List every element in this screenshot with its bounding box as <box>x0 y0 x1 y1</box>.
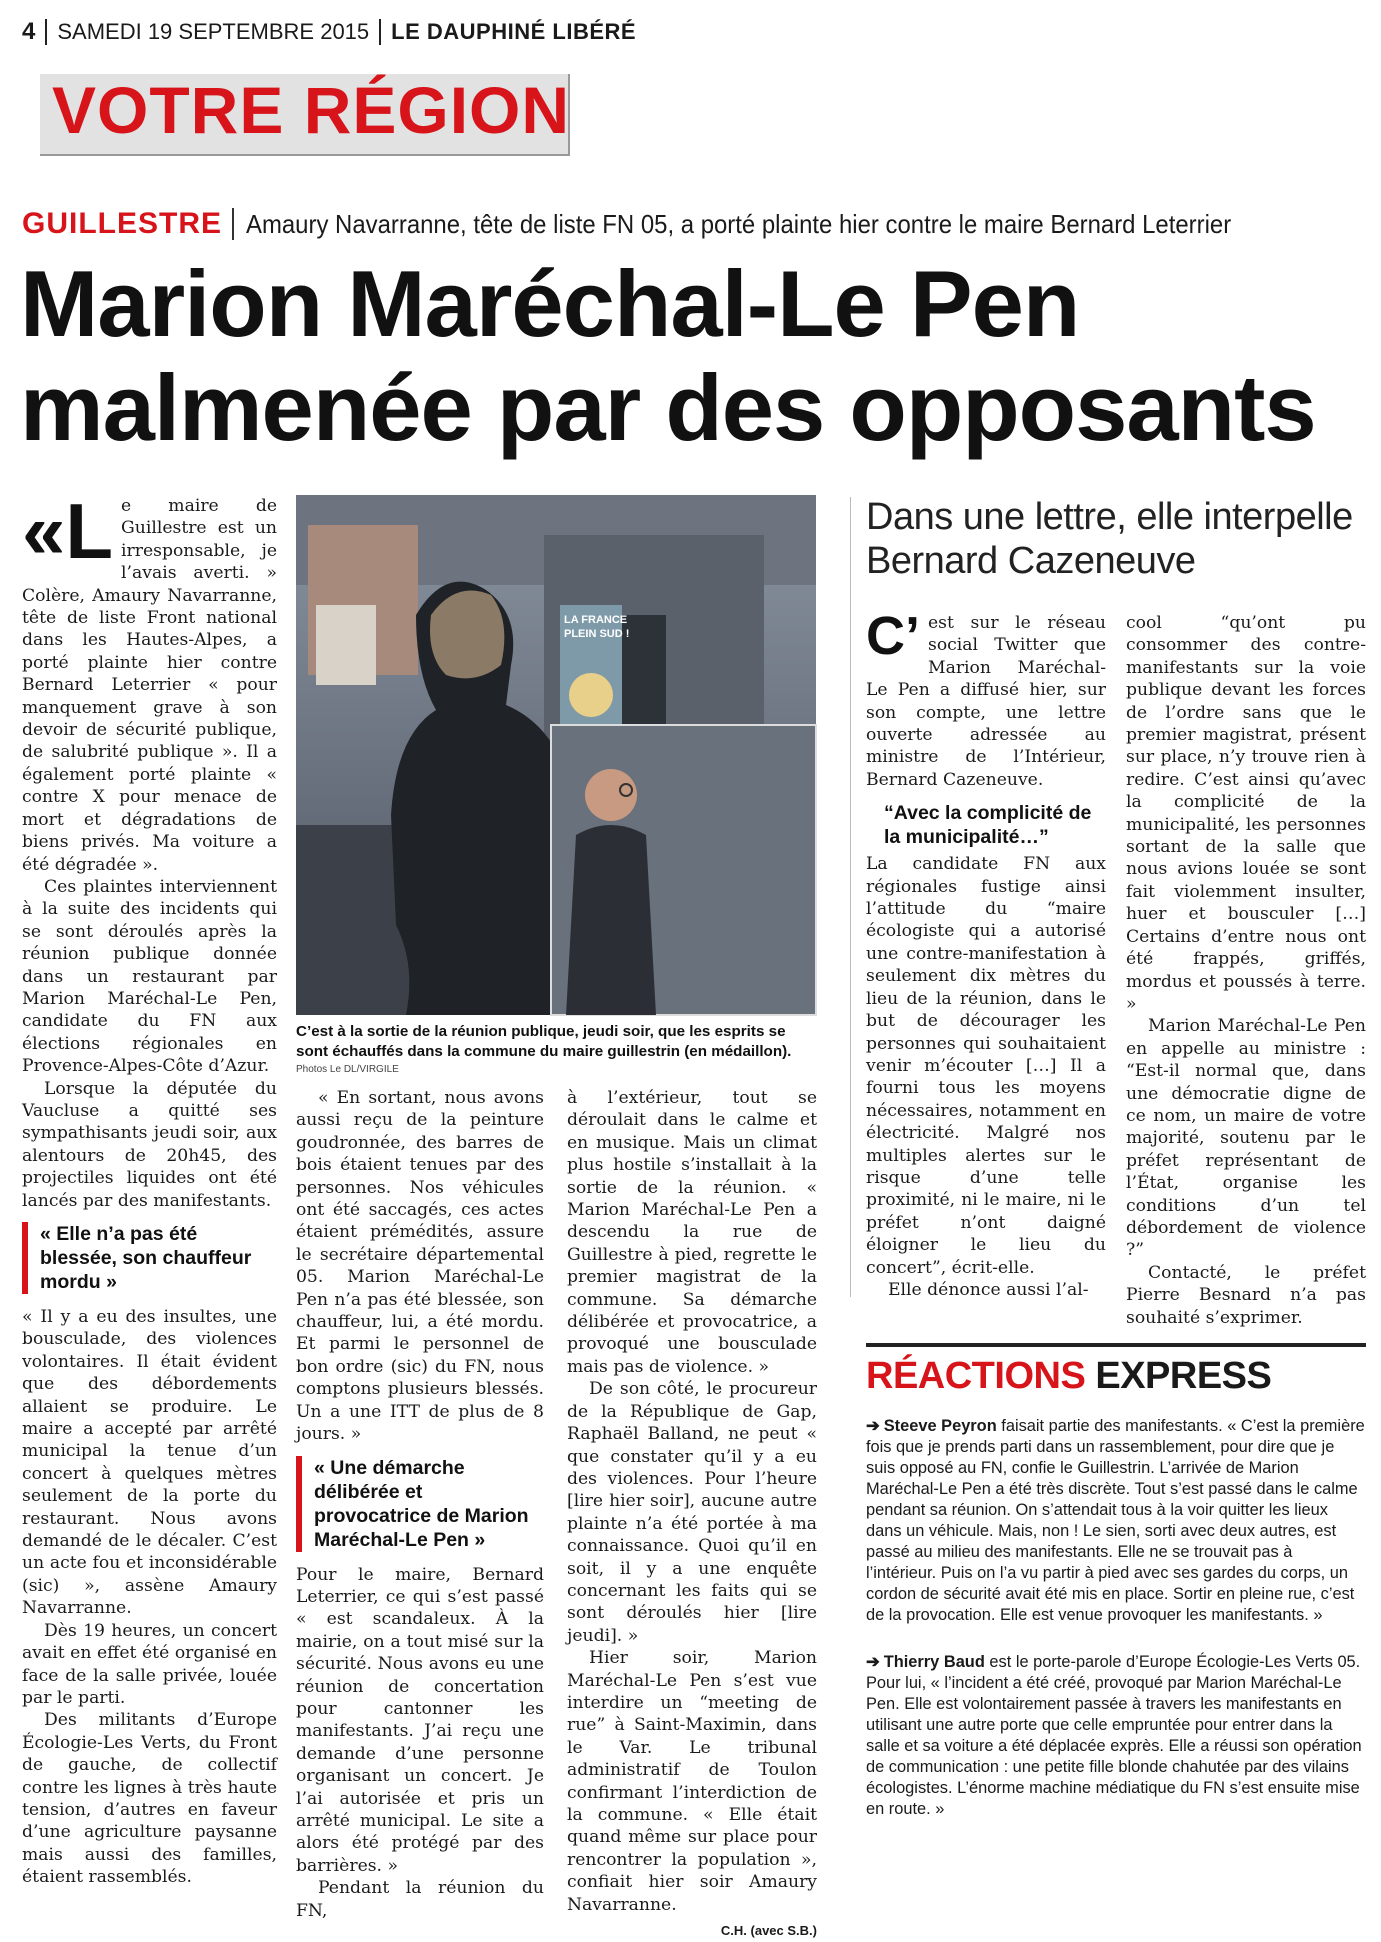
sidebar-lead: C’ est sur le réseau social Twitter que Marion Maréchal-Le Pen a diffusé hier, sur son compte, une lettre ouverte adressée au ministre de l’Intérieur, Bernard Cazeneuve. <box>866 606 1106 790</box>
issue-date: SAMEDI 19 SEPTEMBRE 2015 <box>57 19 370 44</box>
reaction-person: Steeve Peyron <box>883 1417 997 1435</box>
paragraph: cool “qu’ont pu consommer des contre-manifestants sur la voie publique devant les forces de l’ordre sans que le premier magistrat, présent sur place, n’y trouve rien à redire. C’est ainsi qu’avec la complicité de la municipalité, les personnes sortant de la salle que nous avions louée se sont fait violemment insulter, huer et bousculer […] Certains d’entre nous ont été frappés, griffés, mordus et poussés à terre. » <box>1126 613 1366 1014</box>
paragraph: Pour le maire, Bernard Leterrier, ce qui s’est passé « est scandaleux. À la mairie, on a tout misé sur la sécurité. Nous avons eu une réunion de concertation pour cantonner les manifestants. J’ai reçu une demande d’une personne organisant un concert. Je l’ai autorisée et pris un arrêté municipal. Le site a alors été protégé par des barrières. » <box>296 1564 544 1876</box>
reaction-item <box>866 1652 1366 1820</box>
article-column-3 <box>567 1087 817 1942</box>
photo-caption: C’est à la sortie de la réunion publique, jeudi soir, que les esprits se sont échauffés dans la commune du maire guillestrin (en médaillon). <box>296 1023 792 1060</box>
paragraph: La candidate FN aux régionales fustige ainsi l’attitude du “maire écologiste qui a autorisé une contre-manifestation à seulement dix mètres du lieu de la réunion, dans le but de décourager les personnes qui souhaitaient venir m’écouter […] Il a fourni tous les moyens nécessaires, notamment en électricité. Malgré nos multiples alertes sur le risque d’une telle proximité, ni le maire, ni le préfet n’ont daigné éloigner le lieu du concert”, écrit-elle. <box>866 854 1106 1278</box>
arrow-icon: ➔ <box>866 1653 880 1671</box>
paragraph: Dès 19 heures, un concert avait en effet été organisé en face de la salle privée, louée par le parti. <box>22 1620 277 1708</box>
reaction-item <box>866 1416 1366 1626</box>
photo-credit: Photos Le DL/VIRGILE <box>296 1064 399 1075</box>
sidebar-column-2 <box>1126 612 1366 1329</box>
paragraph: De son côté, le procureur de la République de Gap, Raphaël Balland, ne peut « que constater qu’il y a eu des violences. Pour l’heure [lire hier soir], aucune autre plainte n’a été portée à ma connaissance. Quoi qu’il en soit, il y a une enquête concernant les faits qui se sont déroulés hier [lire jeudi]. » <box>567 1379 817 1646</box>
paragraph: Elle dénonce aussi l’al- <box>888 1279 1089 1300</box>
paragraph: à l’extérieur, tout se déroulait dans le calme et en musique. Mais un climat plus hostile s’installait à la sortie de la réunion. « Marion Maréchal-Le Pen a descendu la rue de Guillestre à pied, regrette le premier magistrat de la commune. Sa démarche délibérée et provocatrice, a provoqué une bousculade mais pas de violence. » <box>567 1088 817 1377</box>
paragraph: Pendant la réunion du FN, <box>296 1878 544 1921</box>
sidebar-deck: Dans une lettre, elle interpelle Bernard Cazeneuve <box>866 496 1353 582</box>
reaction-person: Thierry Baud <box>883 1653 985 1671</box>
paragraph: « Il y a eu des insultes, une bousculade, des violences volontaires. Il était évident que des débordements allaient se produire. Le maire a accepté par arrêté municipal la tenue d’un concert à quelques mètres seulement de la porte du restaurant. Nous avons demandé de le décaler. C’est un acte fou et inconsidérable (sic) », assène Amaury Navarranne. <box>22 1307 277 1619</box>
kicker-place: GUILLESTRE <box>22 207 223 240</box>
headline-line-2: malmenée par des opposants <box>20 355 1316 460</box>
article-kicker <box>22 206 1317 242</box>
article-photo <box>296 495 816 1015</box>
poster-text: PLEIN SUD ! <box>564 628 630 640</box>
pull-quote: « Une démarche délibérée et provocatrice de Marion Maréchal-Le Pen » <box>296 1456 544 1552</box>
arrow-icon: ➔ <box>866 1417 880 1435</box>
article-column-2 <box>296 1087 544 1922</box>
page-header <box>22 14 1362 50</box>
photo-illustration <box>296 495 816 1015</box>
paragraph: Contacté, le préfet Pierre Besnard n’a pas souhaité s’exprimer. <box>1126 1262 1366 1328</box>
paragraph: Marion Maréchal-Le Pen en appelle au ministre : “Est-il normal que, dans une démocratie digne de ce nom, un maire de votre majorité, soutenu par le préfet représentant de l’État, organise les conditions d’un tel débordement de violence ?” <box>1126 1016 1366 1261</box>
author-signature: C.H. (avec S.B.) <box>720 1923 817 1939</box>
reaction-text: est le porte-parole d’Europe Écologie-Les Verts 05. Pour lui, « l’incident a été créé, provoqué par Marion Maréchal-Le Pen. Elle est volontairement passée à travers les manifestants en utilisant une autre porte que celle empruntée pour entrer dans la salle et sa voiture a été déplacée exprès. Elle a réussi son opération de communication : une petite fille blonde chahutée par des vilains écologistes. L’énorme machine médiatique du FN s’est ensuite mise en route. » <box>866 1653 1362 1818</box>
poster-text: LA FRANCE <box>564 614 628 626</box>
kicker-subtitle: Amaury Navarranne, tête de liste FN 05, a porté plainte hier contre le maire Bernard Leterrier <box>246 208 1232 239</box>
header-divider <box>379 19 381 45</box>
lead-paragraph: «Le maire de Guillestre est un irresponsable, je l’avais averti. » Colère, Amaury Navarranne, tête de liste Front national dans les Hautes-Alpes, a porté plainte hier contre Bernard Leterrier « pour manquement grave à son devoir de sécurité publique, de salubrité publique ». Il a également porté plainte « contre X pour menace de mort et dégradations de biens privés. Ma voiture a été dégradée ». <box>22 487 277 875</box>
newspaper-name: LE DAUPHINÉ LIBÉRÉ <box>391 19 637 44</box>
reactions-title-red: RÉACTIONS <box>866 1355 1086 1397</box>
reactions-box <box>866 1343 1366 1868</box>
column-divider <box>850 497 851 1297</box>
header-divider <box>45 19 47 45</box>
paragraph: Ces plaintes interviennent à la suite des incidents qui se sont déroulés après la réunion publique donnée dans un restaurant par Marion Maréchal-Le Pen, candidate du FN aux élections régionales en Provence-Alpes-Côte d’Azur. <box>22 876 277 1077</box>
sidebar-column-1 <box>866 606 1106 1301</box>
headline <box>20 252 1365 460</box>
headline-line-1: Marion Maréchal-Le Pen <box>20 251 1080 356</box>
reactions-title-black: EXPRESS <box>1095 1355 1272 1397</box>
paragraph: Des militants d’Europe Écologie-Les Verts, du Front de gauche, de collectif contre les lignes à très haute tension, d’autres en faveur d’une agriculture paysanne mais aussi des familles, étaient rassemblés. <box>22 1710 277 1888</box>
paragraph: « En sortant, nous avons aussi reçu de la peinture goudronnée, des barres de bois étaient tenues par des personnes. Nos véhicules ont été saccagés, ces actes étaient prémédités, assure le secrétaire départemental 05. Marion Maréchal-Le Pen n’a pas été blessée, son chauffeur, lui, a été mordu. Et parmi le personnel de bon ordre (sic) du FN, nous comptons plusieurs blessés. Un a une ITT de plus de 8 jours. » <box>296 1088 544 1445</box>
section-title: VOTRE RÉGION <box>52 73 571 147</box>
page-number: 4 <box>22 18 36 45</box>
paragraph: Lorsque la députée du Vaucluse a quitté ses sympathisants jeudi soir, aux alentours de 20h45, des projectiles liquides ont été lancés par des manifestants. <box>22 1078 277 1211</box>
paragraph: Hier soir, Marion Maréchal-Le Pen s’est vue interdire un “meeting de rue” à Saint-Maximin, dans le Var. Le tribunal administratif de Toulon confirmant l’interdiction de la commune. « Elle était quand même sur place pour rencontrer la population », confiait hier soir Amaury Navarranne. <box>567 1648 817 1915</box>
pull-quote: « Elle n’a pas été blessée, son chauffeur mordu » <box>22 1222 277 1294</box>
sidebar-subhead: “Avec la complicité de la municipalité…” <box>884 802 1092 849</box>
article-column-1 <box>22 487 277 1889</box>
drop-cap: «L <box>22 487 114 575</box>
kicker-divider <box>232 208 234 240</box>
reactions-title <box>866 1355 1366 1398</box>
reaction-text: faisait partie des manifestants. « C’est la première fois que je prends parti dans un rassemblement, pour dire que je suis opposé au FN, confie le Guillestrin. L’arrivée de Marion Maréchal-Le Pen a été très discrète. Tout s’est passé dans le calme pendant sa réunion. On s’attendait tous à la voir quitter les lieux dans un véhicule. Mais, non ! Le sien, sorti avec deux autres, est passé au milieu des manifestants. Elle ne se trouvait pas à l’intérieur. Puis on l’a vu partir à pied avec ses gardes du corps, un cordon de sécurité avait été mis en place. Sortir en pleine rue, c’est de la provocation. Elle est venue provoquer les manifestants. » <box>866 1417 1365 1624</box>
drop-cap: C’ <box>866 606 920 666</box>
